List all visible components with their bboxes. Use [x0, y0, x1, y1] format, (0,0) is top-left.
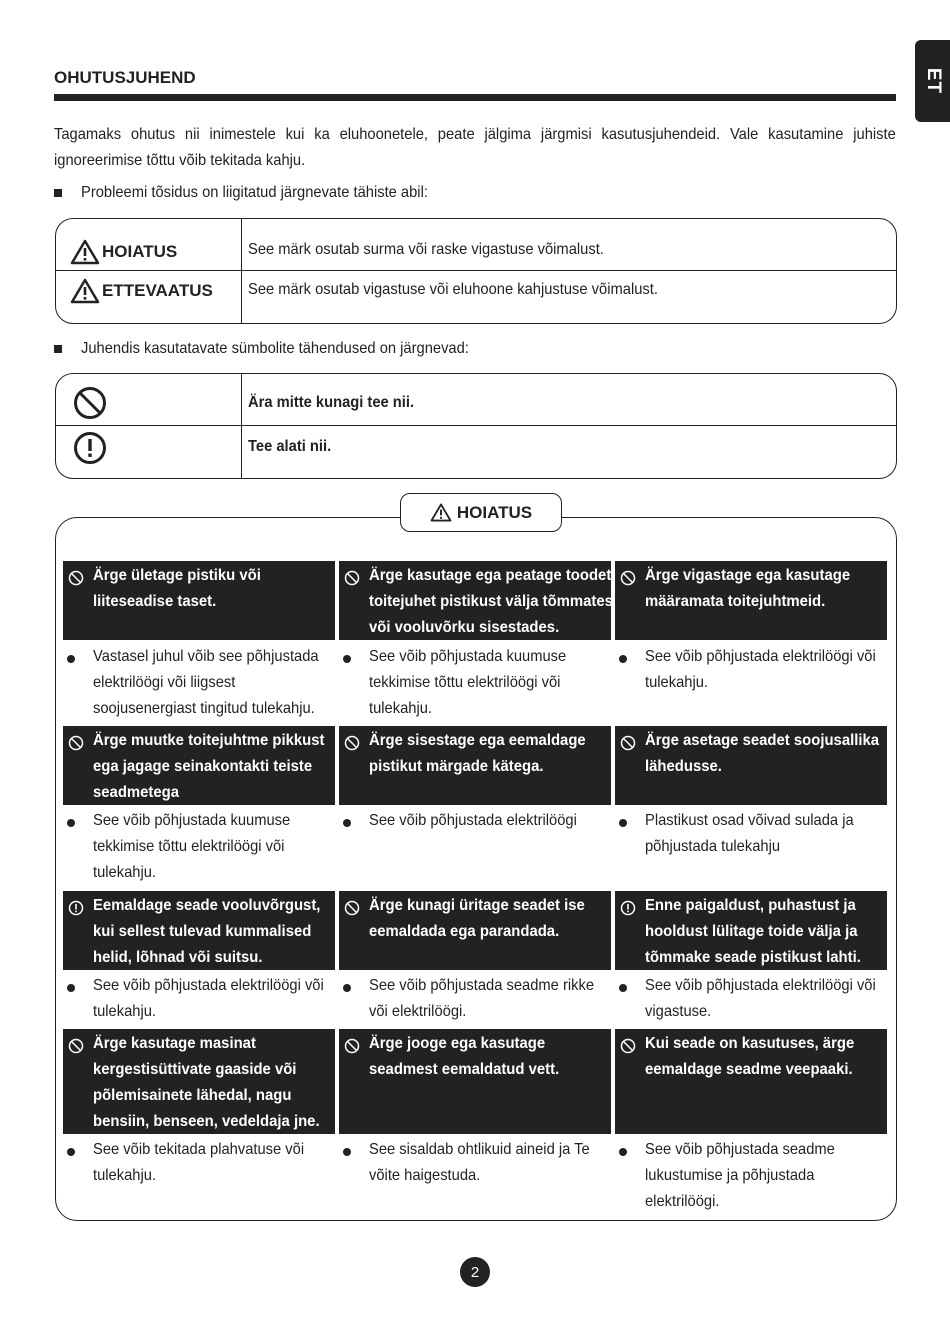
warning-item-body [615, 808, 887, 860]
prohibited-icon [344, 1037, 360, 1063]
warning-section-header: HOIATUS [400, 493, 562, 532]
warning-item-text: Plastikust osad võivad sulada ja põhjustada tulekahju [645, 812, 854, 855]
warning-item-body [339, 808, 611, 834]
bullet-dot-icon [343, 819, 351, 827]
warning-item-header [63, 726, 335, 805]
bullet-square-icon [54, 189, 62, 197]
page-number: 2 [460, 1257, 490, 1287]
prohibited-icon [68, 734, 84, 760]
warning-item-header [339, 726, 611, 805]
warning-item-header [339, 891, 611, 970]
level-ettevaatus: ETTEVAATUS [70, 278, 213, 304]
warning-item-header [339, 1029, 611, 1134]
bullet-dot-icon [343, 1148, 351, 1156]
warning-item-title: Ärge vigastage ega kasutage määramata toitejuhtmeid. [645, 567, 851, 610]
prohibited-icon [73, 386, 107, 420]
bullet-dot-icon [67, 984, 75, 992]
warning-item-title: Ärge asetage seadet soojusallika lähedusse. [645, 732, 880, 775]
prohibited-icon [68, 569, 84, 595]
intro-paragraph: Tagamaks ohutus nii inimestele kui ka eluhoonetele, peate jälgima järgmisi kasutusjuhendeid. Vale kasutamine juhiste ignoreerimise tõttu võib tekitada kahju. [54, 126, 896, 169]
warning-item-title: Ärge kasutage masinat kergestisüttivate gaaside või põlemisainete lähedal, nagu bensiin, benseen, vedeldaja jne. [93, 1035, 320, 1130]
warning-item-header [615, 561, 887, 640]
warning-item-body [615, 1137, 887, 1215]
bullet-dot-icon [619, 1148, 627, 1156]
prohibited-icon [620, 734, 636, 760]
mandatory-icon [73, 431, 107, 465]
warning-item-body [63, 644, 335, 722]
warning-item-header [615, 726, 887, 805]
warning-triangle-icon [430, 503, 452, 522]
warning-item-title: Eemaldage seade vooluvõrgust, kui sellest tulevad kummalised helid, lõhnad või suitsu. [93, 897, 321, 966]
warning-item-body [63, 808, 335, 886]
warning-item-text: See võib põhjustada kuumuse tekkimise tõttu elektrilöögi või tulekahju. [369, 648, 567, 717]
warning-item-title: Ärge muutke toitejuhtme pikkust ega jagage seinakontakti teiste seadmetega [93, 732, 325, 801]
bullet-dot-icon [67, 655, 75, 663]
warning-item-header [63, 561, 335, 640]
warning-item-title: Ärge ületage pistiku või liiteseadise taset. [93, 567, 261, 610]
severity-table [55, 218, 897, 324]
warning-item-text: See sisaldab ohtlikuid aineid ja Te võite haigestuda. [369, 1141, 590, 1184]
bullet-dot-icon [619, 984, 627, 992]
title-rule [54, 94, 896, 101]
warning-item-text: Vastasel juhul võib see põhjustada elektrilöögi või liigsest soojusenergiast tingitud tulekahju. [93, 648, 319, 717]
warning-item-body [339, 973, 611, 1025]
warning-item-text: See võib tekitada plahvatuse või tulekahju. [93, 1141, 305, 1184]
warning-item-header [63, 891, 335, 970]
warning-item-text: See võib põhjustada elektrilöögi [369, 812, 577, 829]
warning-item-header [615, 1029, 887, 1134]
warning-item-body [615, 973, 887, 1025]
prohibited-icon [344, 734, 360, 760]
warning-item-title: Ärge kasutage ega peatage toodet toitejuhet pistikust välja tõmmates või vooluvõrku sisestades. [369, 567, 613, 636]
level-ettevaatus-desc: See märk osutab vigastuse või eluhoone kahjustuse võimalust. [248, 281, 658, 298]
warning-item-header [63, 1029, 335, 1134]
prohibited-icon [620, 569, 636, 595]
bullet-dot-icon [343, 655, 351, 663]
warning-item-header [615, 891, 887, 970]
symbol-prohibited-desc: Ära mitte kunagi tee nii. [248, 394, 415, 411]
prohibited-icon [344, 569, 360, 595]
warning-item-body [339, 644, 611, 722]
bullet-dot-icon [619, 819, 627, 827]
caution-triangle-icon [70, 278, 100, 304]
bullet-dot-icon [343, 984, 351, 992]
prohibited-icon [344, 899, 360, 925]
symbol-mandatory-desc: Tee alati nii. [248, 438, 332, 455]
warning-triangle-icon [70, 239, 100, 265]
warning-item-text: See võib põhjustada elektrilöögi või vigastuse. [645, 977, 876, 1020]
warning-item-title: Ärge kunagi üritage seadet ise eemaldada ega parandada. [369, 897, 585, 940]
language-tab: ET [915, 40, 950, 122]
warning-item-body [615, 644, 887, 696]
warning-item-text: See võib põhjustada elektrilöögi või tulekahju. [645, 648, 876, 691]
bullet-dot-icon [67, 819, 75, 827]
symbols-table [55, 373, 897, 479]
warning-item-title: Kui seade on kasutuses, ärge eemaldage seadme veepaaki. [645, 1035, 855, 1078]
bullet-dot-icon [619, 655, 627, 663]
page-title: OHUTUSJUHEND [54, 68, 196, 87]
warning-item-text: See võib põhjustada kuumuse tekkimise tõttu elektrilöögi või tulekahju. [93, 812, 291, 881]
warning-item-text: See võib põhjustada seadme rikke või elektrilöögi. [369, 977, 595, 1020]
symbols-bullet: Juhendis kasutatavate sümbolite tähendused on järgnevad: [54, 340, 503, 358]
warning-item-text: See võib põhjustada elektrilöögi või tulekahju. [93, 977, 324, 1020]
prohibited-icon [68, 1037, 84, 1063]
warning-item-title: Ärge sisestage ega eemaldage pistikut märgade kätega. [369, 732, 586, 775]
level-hoiatus: HOIATUS [70, 239, 177, 265]
warning-item-body [339, 1137, 611, 1189]
warning-item-title: Ärge jooge ega kasutage seadmest eemaldatud vett. [369, 1035, 560, 1078]
mandatory-icon [620, 899, 636, 925]
warning-item-body [63, 1137, 335, 1189]
warning-item-body [63, 973, 335, 1025]
warning-item-text: See võib põhjustada seadme lukustumise ja põhjustada elektrilöögi. [645, 1141, 835, 1210]
bullet-square-icon [54, 345, 62, 353]
severity-bullet: Probleemi tõsidus on liigitatud järgnevate tähiste abil: [54, 184, 458, 202]
prohibited-icon [620, 1037, 636, 1063]
warning-item-header [339, 561, 611, 640]
warning-item-title: Enne paigaldust, puhastust ja hooldust lülitage toide välja ja tõmmake seade pistikust lahti. [645, 897, 861, 966]
mandatory-icon [68, 899, 84, 925]
level-hoiatus-desc: See märk osutab surma või raske vigastuse võimalust. [248, 241, 604, 258]
bullet-dot-icon [67, 1148, 75, 1156]
